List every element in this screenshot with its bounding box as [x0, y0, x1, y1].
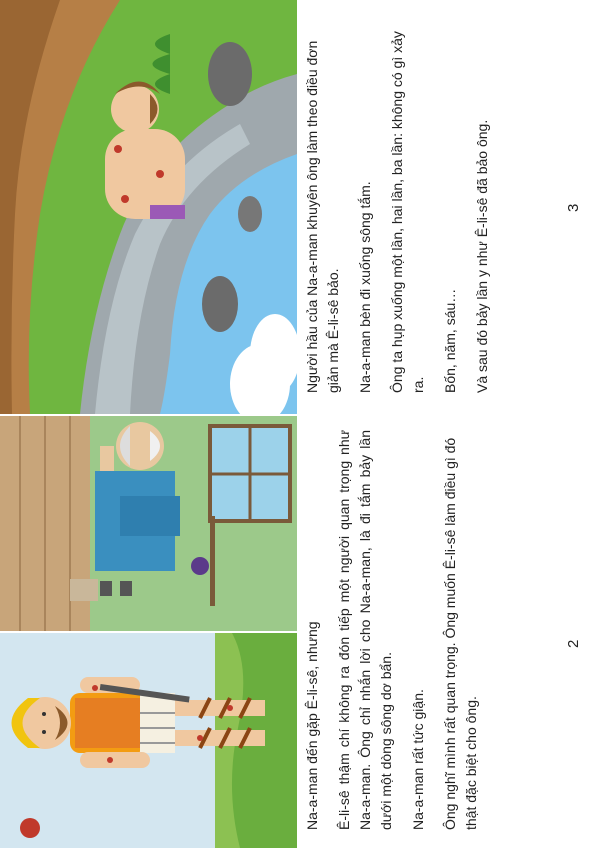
page-number: 3: [565, 203, 582, 212]
paragraph: Bốn, năm, sáu…: [442, 288, 458, 393]
page-2-text: [302, 430, 493, 830]
naaman-soldier-illustration: [0, 633, 297, 848]
page-number: 2: [565, 639, 582, 648]
paragraph: Ông ta hụp xuống một lần, hai lần, ba lần: không có gì xảy ra.: [389, 31, 426, 393]
paragraph: Ê-li-sê thậm chí không ra đón tiếp một người quan trọng như Na-a-man. Ông chỉ nhắn lời cho Na-a-man, là đi tắm bảy lần dưới một dòng sông dơ bẩn.: [336, 430, 394, 830]
elisha-at-door-illustration: [0, 416, 297, 631]
paragraph: Na-a-man đến gặp Ê-li-sê, nhưng: [304, 621, 320, 830]
paragraph: Người hầu của Na-a-man khuyên ông làm theo điều đơn giản mà Ê-li-sê bảo.: [304, 40, 341, 393]
paragraph: Na-a-man bèn đi xuống sông tắm.: [357, 181, 373, 393]
paragraph: Na-a-man rất tức giận.: [410, 689, 426, 830]
paragraph: Ông nghĩ mình rất quan trọng. Ông muốn Ê-li-sê làm điều gì đó thật đặc biệt cho ông.: [442, 437, 479, 830]
page-3-text: [302, 13, 504, 393]
naaman-bathing-river-illustration: [0, 0, 297, 414]
paragraph: Và sau đó bảy lần y như Ê-li-sê đã bảo ông.: [474, 119, 490, 393]
